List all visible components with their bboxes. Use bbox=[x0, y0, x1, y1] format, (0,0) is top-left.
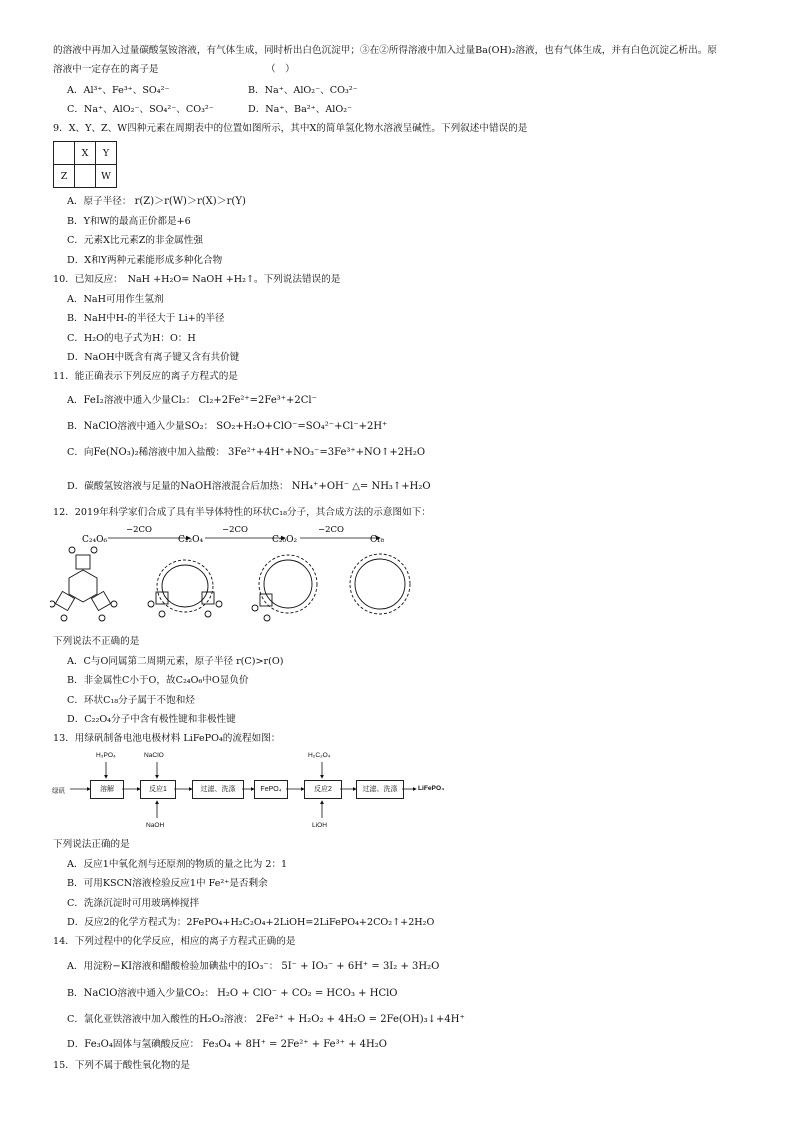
arrow-label: −2CO bbox=[126, 525, 153, 535]
species-c18: C₁₈ bbox=[370, 535, 385, 545]
q9-option-a bbox=[67, 195, 246, 209]
q14-option-a bbox=[67, 960, 439, 974]
separator: ： bbox=[204, 988, 215, 999]
q8-option-c: C．Na⁺、AlO₂⁻、SO₄²⁻、CO₃²⁻ bbox=[67, 104, 214, 115]
q13-stem: 13．用绿矾制备电池电极材料 LiFePO₄的流程如图： bbox=[53, 733, 281, 744]
q8-option-b: B．Na⁺、AlO₂⁻、CO₃²⁻ bbox=[248, 85, 358, 96]
grid-cell bbox=[54, 142, 75, 165]
formula: Fe(NO₃)₂ bbox=[93, 447, 139, 458]
species-c24o6: C₂₄O₆ bbox=[82, 535, 108, 545]
option-label: A． bbox=[67, 395, 84, 406]
formula: Fe₃O₄ bbox=[84, 1039, 113, 1050]
option-text: 溶液中通入少量 bbox=[117, 988, 185, 999]
arrow-label: −2CO bbox=[222, 525, 249, 535]
q12-option-a: A．C与O同属第二周期元素，原子半径 r(C)>r(O) bbox=[67, 656, 284, 667]
option-text: 溶液中通入少量 bbox=[103, 395, 171, 406]
flow-box-filter-wash: 过滤、洗涤 bbox=[192, 780, 244, 799]
grid-cell: X bbox=[75, 142, 96, 165]
q9-stem: 9．X、Y、Z、W四种元素在周期表中的位置如图所示，其中X的简单氢化物水溶液呈碱性。下列叙述中错误的是 bbox=[53, 123, 528, 134]
q13-option-c: C．洗涤沉淀时可用玻璃棒搅拌 bbox=[67, 898, 200, 909]
option-label: B． bbox=[67, 988, 84, 999]
q8-continuation-1: 的溶液中再加入过量碳酸氢铵溶液，有气体生成，同时析出白色沉淀甲；③在②所得溶液中加入过量Ba(OH)₂溶液，也有气体生成，并有白色沉淀乙析出。原 bbox=[53, 45, 717, 56]
option-text: 溶液和醋酸检验加碘盐中的 bbox=[132, 961, 248, 972]
q10-option-a: A．NaH可用作生氢剂 bbox=[67, 294, 164, 305]
q13-option-d: D．反应2的化学方程式为：2FePO₄+H₂C₂O₄+2LiOH=2LiFePO₄+2CO₂↑+2H₂O bbox=[67, 917, 435, 928]
q13-prompt: 下列说法正确的是 bbox=[53, 839, 130, 850]
formula: H₂O₂ bbox=[199, 1014, 224, 1025]
q11-stem: 11．能正确表示下列反应的离子方程式的是 bbox=[53, 371, 238, 382]
q14-option-b bbox=[67, 987, 398, 1001]
c20o2-structure bbox=[252, 555, 317, 621]
c24o6-structure bbox=[50, 547, 117, 621]
q9-option-b: B．Y和W的最高正价都是+6 bbox=[67, 216, 191, 227]
option-label: B． bbox=[67, 421, 84, 432]
flow-input-naoh: NaOH bbox=[146, 822, 165, 829]
flow-box-reaction1: 反应1 bbox=[140, 780, 176, 799]
option-label: D． bbox=[67, 1039, 85, 1050]
option-text: 溶液混合后加热： bbox=[211, 481, 289, 492]
flow-box-fepo4: FePO₄ bbox=[254, 780, 288, 799]
option-label: A．原子半径： bbox=[67, 196, 132, 207]
grid-cell: Z bbox=[54, 165, 75, 188]
q12-option-c: C．环状C₁₈分子属于不饱和烃 bbox=[67, 695, 195, 706]
flow-input-h3po4: H₃PO₄ bbox=[96, 752, 116, 759]
q11-option-d bbox=[67, 480, 431, 494]
ionic-equation: 5I⁻ + IO₃⁻ + 6H⁺ = 3I₂ + 3H₂O bbox=[281, 961, 440, 972]
arrow-label: −2CO bbox=[318, 525, 345, 535]
formula: CO₂ bbox=[184, 988, 205, 999]
ionic-equation: Fe₃O₄ + 8H⁺ = 2Fe²⁺ + Fe³⁺ + 4H₂O bbox=[202, 1039, 387, 1050]
option-label: D．碳酸氢铵溶液与足量的 bbox=[67, 481, 181, 492]
q12-stem: 12．2019年科学家们合成了具有半导体特性的环状C₁₈分子，其合成方法的示意图如下： bbox=[53, 507, 431, 518]
q12-prompt: 下列说法不正确的是 bbox=[53, 636, 140, 647]
option-text: 固体与氢碘酸反应： bbox=[112, 1039, 200, 1050]
ionic-equation: NH₄⁺+OH⁻ △= NH₃↑+H₂O bbox=[291, 481, 431, 492]
flow-box-filter-wash-2: 过滤、洗涤 bbox=[356, 780, 404, 799]
separator: ： bbox=[268, 961, 279, 972]
ionic-equation: Cl₂+2Fe²⁺=2Fe³⁺+2Cl⁻ bbox=[198, 395, 317, 406]
formula: FeI₂ bbox=[83, 395, 104, 406]
formula: NaClO bbox=[83, 421, 118, 432]
grid-cell bbox=[75, 165, 96, 188]
q9-option-d: D．X和Y两种元素能形成多种化合物 bbox=[67, 255, 223, 266]
flow-box-dissolve: 溶解 bbox=[90, 780, 124, 799]
flow-box-reaction2: 反应2 bbox=[304, 780, 342, 799]
formula: IO₃⁻ bbox=[247, 961, 269, 972]
q10-option-d: D．NaOH中既含有离子键又含有共价键 bbox=[67, 352, 240, 363]
q12-option-d: D．C₂₂O₄分子中含有极性键和非极性键 bbox=[67, 714, 236, 725]
flow-end: LiFePO₄ bbox=[418, 785, 445, 792]
q15-stem: 15．下列不属于酸性氧化物的是 bbox=[53, 1060, 190, 1071]
formula: NaOH bbox=[180, 481, 212, 492]
separator: ： bbox=[185, 395, 196, 406]
formula: −KI bbox=[112, 961, 133, 972]
grid-cell: Y bbox=[96, 142, 117, 165]
q11-option-c bbox=[67, 446, 425, 460]
ionic-equation: SO₂+H₂O+ClO⁻=SO₄²⁻+Cl⁻+2H⁺ bbox=[216, 421, 388, 432]
q8-option-d: D．Na⁺、Ba²⁺、AlO₂⁻ bbox=[248, 104, 353, 115]
q13-option-a: A．反应1中氧化剂与还原剂的物质的量之比为 2：1 bbox=[67, 859, 288, 870]
option-text: 稀溶液中加入盐酸： bbox=[138, 447, 225, 458]
q8-continuation-2: 溶液中一定存在的离子是 bbox=[53, 64, 159, 75]
formula: Cl₂ bbox=[170, 395, 186, 406]
ionic-equation: H₂O + ClO⁻ + CO₂ = HCO₃ + HClO bbox=[217, 988, 398, 999]
q12-synthesis-diagram bbox=[50, 522, 470, 628]
c22o4-structure bbox=[148, 560, 222, 617]
formula: NaClO bbox=[83, 988, 118, 999]
formula: r(Z)＞r(W)＞r(X)＞r(Y) bbox=[134, 196, 246, 207]
q10-stem: 10．已知反应： NaH +H₂O= NaOH +H₂↑。下列说法错误的是 bbox=[53, 274, 341, 285]
grid-cell: W bbox=[96, 165, 117, 188]
q8-option-a: A．Al³⁺、Fe³⁺、SO₄²⁻ bbox=[67, 85, 170, 96]
flow-input-h2c2o4: H₂C₂O₄ bbox=[308, 752, 331, 759]
species-c22o4: C₂₂O₄ bbox=[178, 535, 204, 545]
option-label: C．氯化亚铁溶液中加入酸性的 bbox=[67, 1014, 200, 1025]
flow-start: 绿矾 bbox=[52, 788, 66, 795]
separator: ： bbox=[203, 421, 214, 432]
q10-option-c: C．H₂O的电子式为H：O：H bbox=[67, 333, 196, 344]
c18-structure bbox=[350, 554, 410, 614]
q9-periodic-grid bbox=[53, 141, 117, 188]
q12-option-b: B．非金属性C小于O，故C₂₄O₆中O显负价 bbox=[67, 675, 249, 686]
option-text: 溶液： bbox=[224, 1014, 253, 1025]
option-label: A．用淀粉 bbox=[67, 961, 113, 972]
q14-option-d bbox=[67, 1038, 387, 1052]
option-text: 溶液中通入少量 bbox=[117, 421, 185, 432]
formula: SO₂ bbox=[184, 421, 204, 432]
q14-stem: 14．下列过程中的化学反应，相应的离子方程式正确的是 bbox=[53, 936, 296, 947]
q9-option-c: C．元素X比元素Z的非金属性强 bbox=[67, 235, 203, 246]
option-label: C．向 bbox=[67, 447, 94, 458]
ionic-equation: 3Fe²⁺+4H⁺+NO₃⁻=3Fe³⁺+NO↑+2H₂O bbox=[228, 447, 426, 458]
flow-input-naclo: NaClO bbox=[144, 752, 164, 759]
q11-option-a bbox=[67, 394, 317, 408]
q11-option-b bbox=[67, 420, 387, 434]
q8-answer-paren: （ ） bbox=[266, 64, 295, 75]
q10-option-b: B．NaH中H-的半径大于 Li+的半径 bbox=[67, 313, 225, 324]
q14-option-c bbox=[67, 1013, 465, 1027]
flow-input-lioh: LiOH bbox=[312, 822, 328, 829]
q13-option-b: B．可用KSCN溶液检验反应1中 Fe²⁺是否剩余 bbox=[67, 878, 268, 889]
species-c20o2: C₂₀O₂ bbox=[272, 535, 298, 545]
ionic-equation: 2Fe²⁺ + H₂O₂ + 4H₂O = 2Fe(OH)₃↓+4H⁺ bbox=[255, 1014, 465, 1025]
